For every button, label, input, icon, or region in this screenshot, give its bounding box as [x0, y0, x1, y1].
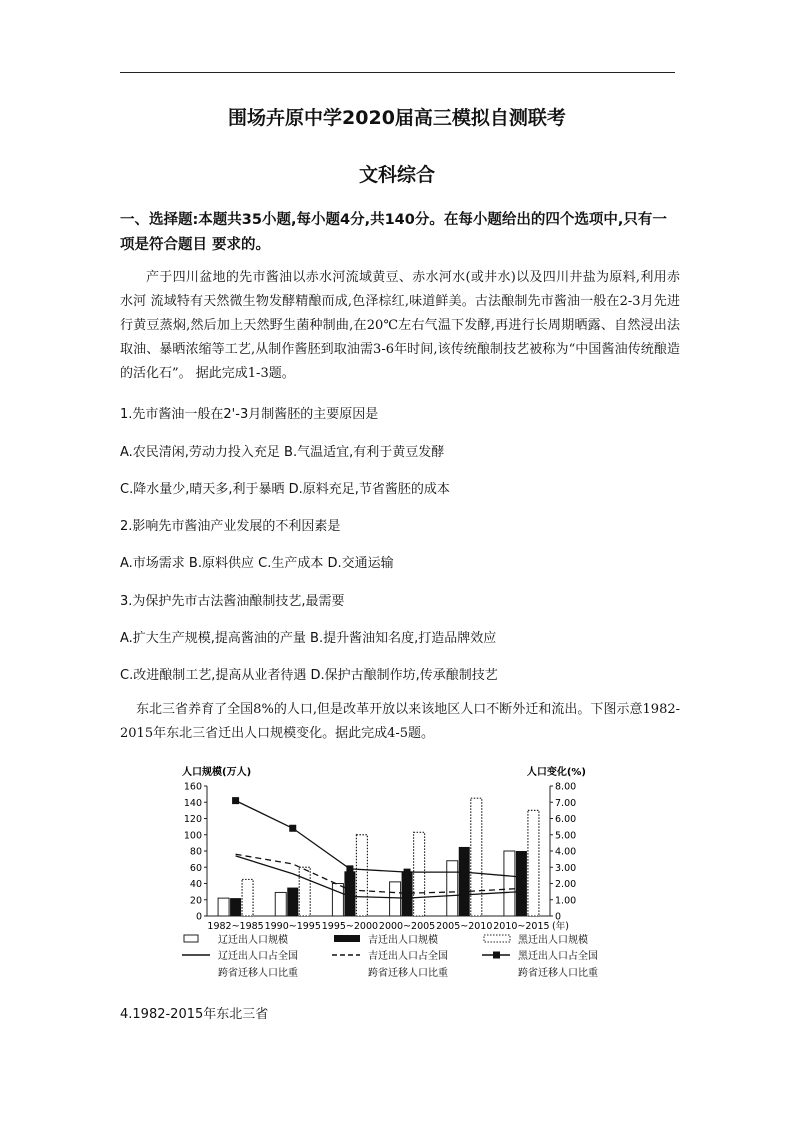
y-tick-label: 40	[189, 879, 202, 890]
y2-tick-label: 6.00	[555, 814, 577, 825]
legend-swatch-hei-marker	[493, 952, 500, 959]
legend-label: 跨省迁移人口比重	[518, 968, 598, 979]
y-tick-label: 80	[189, 846, 202, 858]
bar-hei	[471, 798, 482, 916]
question-2: 2.影响先市酱油产业发展的不利因素是	[120, 519, 341, 534]
y2-tick-label: 2.00	[555, 879, 577, 890]
x-tick-label: 2010~2015	[493, 921, 550, 932]
y2-tick-label: 1.00	[555, 895, 577, 907]
bar-liao	[332, 884, 343, 917]
line-point-hei	[346, 865, 353, 872]
exam-title: 围场卉原中学2020届高三模拟自测联考	[228, 107, 566, 129]
y2-tick-label: 0	[555, 911, 562, 923]
bar-ji	[344, 871, 355, 916]
bar-hei	[299, 867, 310, 916]
y2-tick-label: 5.00	[555, 830, 577, 842]
bar-hei	[414, 832, 425, 916]
line-point-hei	[289, 825, 296, 832]
bar-liao	[504, 851, 515, 916]
y-tick-label: 120	[183, 814, 202, 825]
question-1-options-ab: A.农民清闲,劳动力投入充足 B.气温适宜,有利于黄豆发酵	[120, 445, 445, 460]
question-2-options: A.市场需求 B.原料供应 C.生产成本 D.交通运输	[120, 556, 394, 571]
bar-hei	[528, 810, 539, 916]
question-1-options-cd: C.降水量少,晴天多,利于暴晒 D.原料充足,节省酱胚的成本	[120, 482, 450, 497]
legend-swatch-hei-bar	[484, 935, 510, 942]
passage-1: 产于四川盆地的先市酱油以赤水河流域黄豆、赤水河水(或井水)以及四川井盐为原料,利用赤水河 流域特有天然微生物发酵精酿而成,色泽棕红,味道鲜美。古法酿制先市酱油一般在2-3月先进行黄豆蒸焖,然后加上天然野生菌种制曲,在20℃左右气温下发酵,再进行长周期晒露、自然浸出法取油、暴晒浓缩等工艺,从制作酱胚到取油需3-6年时间,该传统酿制技艺被称为“中国酱油传统酿造的活化石”。 据此完成1-3题。	[120, 270, 680, 381]
x-tick-label: 1995~2000	[321, 921, 379, 932]
bar-ji	[516, 851, 527, 916]
bar-hei	[242, 879, 253, 916]
legend-label: 辽迁出人口规模	[218, 935, 288, 946]
bar-ji	[230, 898, 241, 916]
bar-liao	[275, 892, 286, 916]
x-tick-label: 2005~2010	[436, 921, 493, 932]
y2-tick-label: 4.00	[555, 846, 577, 858]
migration-chart	[180, 762, 620, 987]
y2-tick-label: 8.00	[555, 781, 577, 793]
bar-liao	[218, 898, 229, 916]
x-axis-unit: (年)	[552, 921, 569, 932]
line-point-hei	[461, 869, 468, 876]
question-4: 4.1982-2015年东北三省	[120, 1007, 269, 1022]
passage-2: 东北三省养育了全国8%的人口,但是改革开放以来该地区人口不断外迁和流出。下图示意1982- 2015年东北三省迁出人口规模变化。据此完成4-5题。	[120, 702, 680, 741]
y2-axis-title: 人口变化(%)	[526, 767, 586, 778]
legend-swatch-liao-bar	[184, 935, 198, 942]
bar-hei	[356, 835, 367, 916]
bar-ji	[287, 888, 298, 916]
y-tick-label: 160	[183, 781, 202, 793]
y-tick-label: 0	[195, 911, 202, 923]
legend-label: 吉迁出人口规模	[368, 935, 438, 946]
question-1: 1.先市酱油一般在2'-3月制酱胚的主要原因是	[120, 407, 379, 422]
y-tick-label: 60	[189, 862, 202, 874]
question-3-options-cd: C.改进酿制工艺,提高从业者待遇 D.保护古酿制作坊,传承酿制技艺	[120, 668, 498, 683]
x-tick-label: 1982~1985	[207, 921, 264, 932]
legend-label: 跨省迁移人口比重	[368, 968, 448, 979]
question-3-options-ab: A.扩大生产规模,提高酱油的产量 B.提升酱油知名度,打造品牌效应	[120, 631, 497, 646]
line-point-hei	[232, 797, 239, 804]
line-point-hei	[404, 869, 411, 876]
legend-label: 黑迁出人口规模	[518, 935, 588, 946]
y2-tick-label: 7.00	[555, 797, 577, 809]
y-tick-label: 100	[183, 830, 202, 842]
question-3: 3.为保护先市古法酱油酿制技艺,最需要	[120, 594, 345, 609]
header-rule	[120, 72, 675, 73]
legend-label: 辽迁出人口占全国	[218, 951, 298, 962]
bar-ji	[459, 847, 470, 916]
legend-label: 跨省迁移人口比重	[218, 968, 298, 979]
legend-label: 黑迁出人口占全国	[518, 951, 598, 962]
y-axis-title: 人口规模(万人)	[182, 767, 252, 778]
line-point-hei	[518, 874, 525, 881]
section-heading: 一、选择题:本题共35小题,每小题4分,共140分。在每小题给出的四个选项中,只有一项是符合题目 要求的。	[120, 212, 667, 253]
legend-swatch-ji-bar	[334, 935, 360, 942]
y-tick-label: 140	[183, 797, 202, 809]
y-tick-label: 20	[189, 895, 202, 907]
y2-tick-label: 3.00	[555, 862, 577, 874]
legend-label: 吉迁出人口占全国	[368, 951, 448, 962]
x-tick-label: 1990~1995	[264, 921, 321, 932]
bar-liao	[447, 861, 458, 916]
x-tick-label: 2000~2005	[378, 921, 436, 932]
subject-title: 文科综合	[358, 164, 435, 186]
bar-liao	[390, 882, 401, 916]
